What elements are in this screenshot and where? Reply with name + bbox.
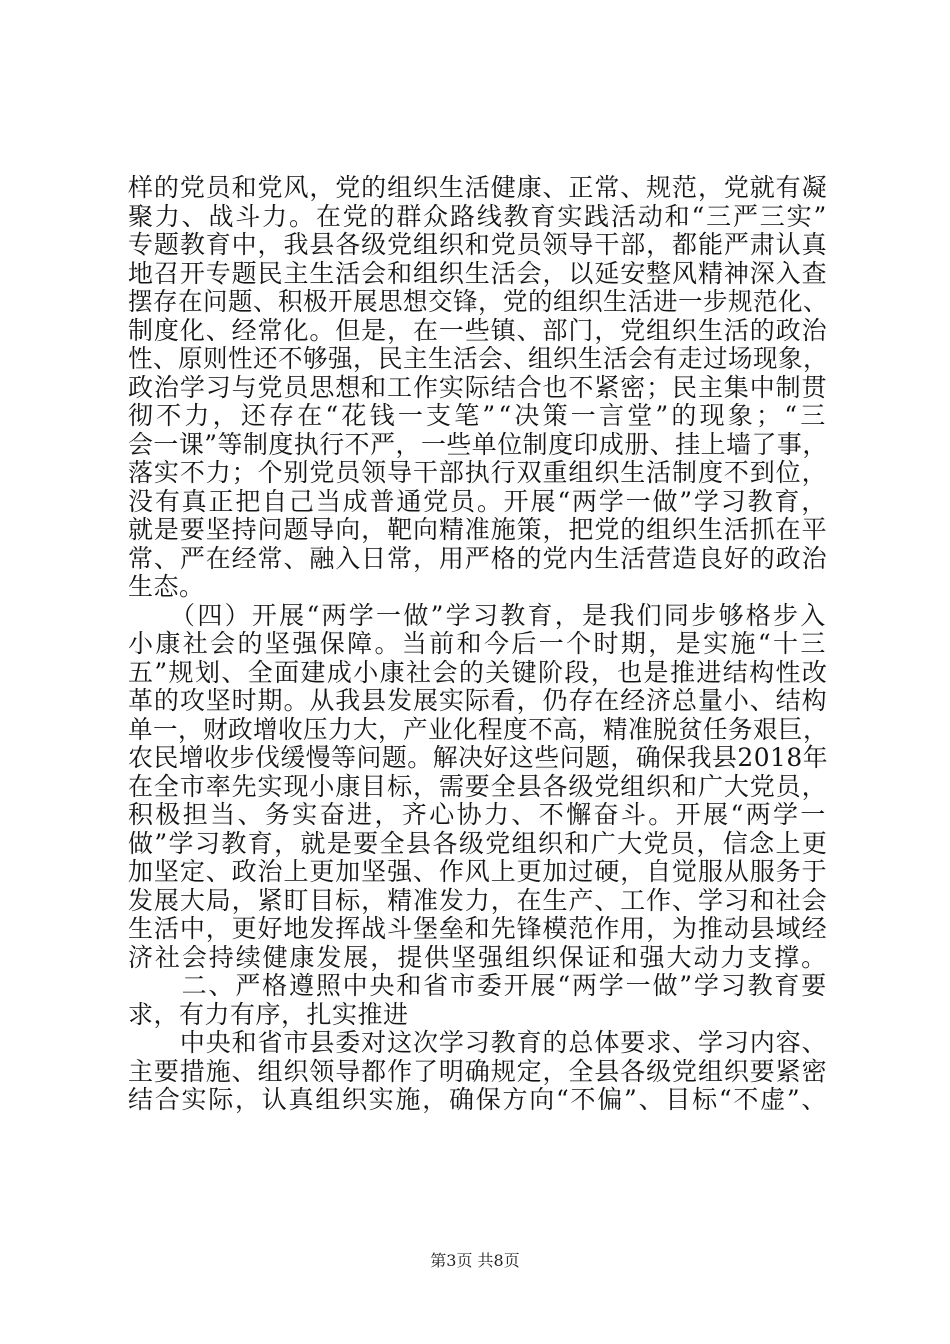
text-line: 做”学习教育，就是要全县各级党组织和广大党员，信念上更 bbox=[128, 828, 829, 858]
text-line: 五”规划、全面建成小康社会的关键阶段，也是推进结构性改 bbox=[128, 657, 829, 687]
text-line: 专题教育中，我县各级党组织和党员领导干部，都能严肃认真 bbox=[128, 230, 828, 259]
text-line: 发展大局，紧盯目标，精准发力，在生产、工作、学习和社会 bbox=[128, 885, 828, 915]
text-line: 性、原则性还不够强，民主生活会、组织生活会有走过场现象， bbox=[128, 344, 829, 373]
text-line: 二、严格遵照中央和省市委开展“两学一做”学习教育要 bbox=[128, 971, 829, 1000]
text-line: 彻不力，还存在“花钱一支笔”“决策一言堂”的现象；“三 bbox=[128, 401, 829, 430]
text-line: 就是要坚持问题导向，靶向精准施策，把党的组织生活抓在平 bbox=[128, 515, 828, 544]
text-line: 没有真正把自己当成普通党员。开展“两学一做”学习教育， bbox=[128, 486, 829, 516]
text-line: 单一，财政增收压力大，产业化程度不高，精准脱贫任务艰巨， bbox=[128, 714, 829, 744]
text-line: 在全市率先实现小康目标，需要全县各级党组织和广大党员， bbox=[128, 771, 828, 801]
text-line: 摆存在问题、积极开展思想交锋，党的组织生活进一步规范化、 bbox=[128, 287, 829, 316]
text-line: 会一课”等制度执行不严，一些单位制度印成册、挂上墙了事， bbox=[128, 429, 828, 459]
text-line: 加坚定、政治上更加坚强、作风上更加过硬，自觉服从服务于 bbox=[128, 857, 828, 886]
text-line: 结合实际，认真组织实施，确保方向“不偏”、目标“不虚”、 bbox=[128, 1085, 829, 1114]
text-line: 求，有力有序，扎实推进 bbox=[128, 999, 409, 1029]
text-line: 生态。 bbox=[128, 572, 205, 601]
text-line: 生活中，更好地发挥战斗堡垒和先锋模范作用，为推动县域经 bbox=[128, 914, 828, 943]
text-line: 聚力、战斗力。在党的群众路线教育实践活动和“三严三实” bbox=[128, 201, 829, 231]
text-line: 政治学习与党员思想和工作实际结合也不紧密；民主集中制贯 bbox=[128, 372, 828, 402]
text-line: 革的攻坚时期。从我县发展实际看，仍存在经济总量小、结构 bbox=[128, 686, 828, 715]
text-line: 小康社会的坚强保障。当前和今后一个时期，是实施“十三 bbox=[128, 629, 828, 658]
text-line: 样的党员和党风，党的组织生活健康、正常、规范，党就有凝 bbox=[128, 173, 828, 202]
text-line: 落实不力；个别党员领导干部执行双重组织生活制度不到位， bbox=[128, 458, 828, 487]
text-line: （四）开展“两学一做”学习教育，是我们同步够格步入 bbox=[128, 600, 828, 630]
text-line: 济社会持续健康发展，提供坚强组织保证和强大动力支撑。 bbox=[128, 942, 829, 972]
text-line: 主要措施、组织领导都作了明确规定，全县各级党组织要紧密 bbox=[128, 1056, 828, 1086]
text-line: 中央和省市县委对这次学习教育的总体要求、学习内容、 bbox=[128, 1028, 828, 1057]
text-line: 制度化、经常化。但是，在一些镇、部门，党组织生活的政治 bbox=[128, 315, 828, 345]
text-line: 积极担当、务实奋进，齐心协力、不懈奋斗。开展“两学一 bbox=[128, 800, 828, 829]
body-text bbox=[128, 174, 828, 1115]
page-footer: 第3页 共8页 bbox=[430, 1251, 520, 1270]
text-line: 农民增收步伐缓慢等问题。解决好这些问题，确保我县2018年 bbox=[128, 743, 829, 772]
text-line: 常、严在经常、融入日常，用严格的党内生活营造良好的政治 bbox=[128, 543, 828, 573]
text-line: 地召开专题民主生活会和组织生活会，以延安整风精神深入查 bbox=[128, 258, 828, 288]
